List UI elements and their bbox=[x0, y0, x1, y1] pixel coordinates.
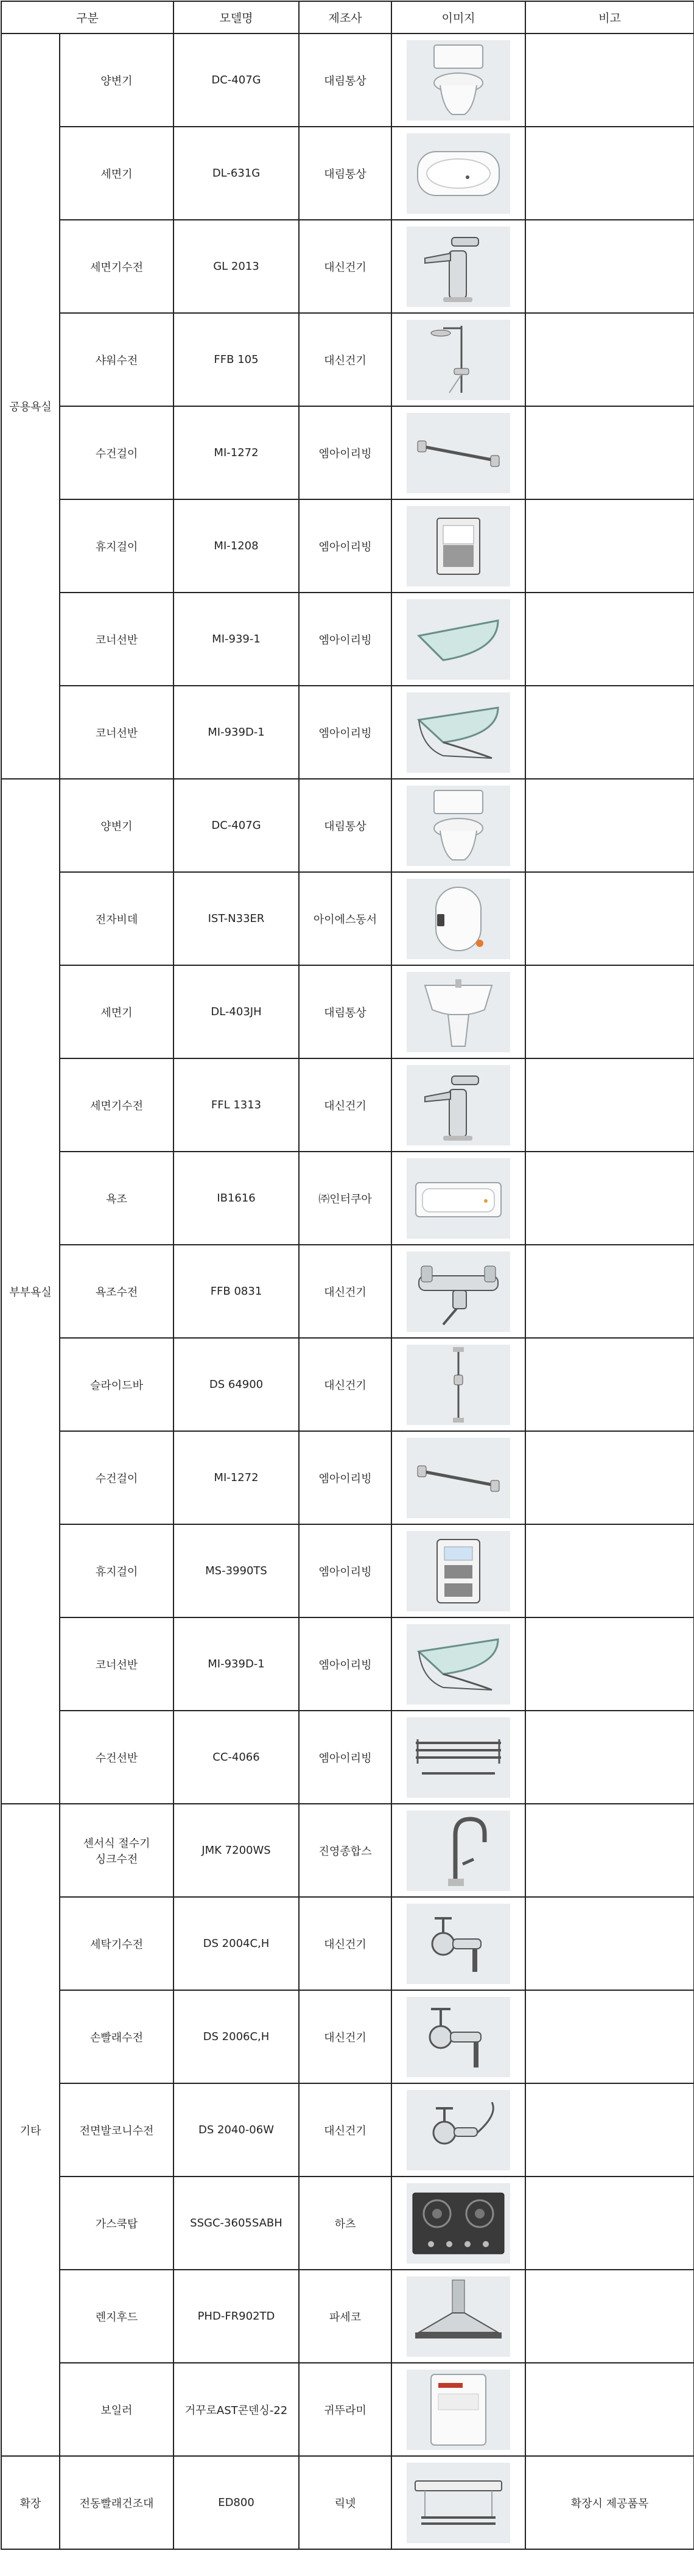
category-cell: 부부욕실 bbox=[1, 779, 60, 1804]
model-cell: DC-407G bbox=[174, 779, 299, 872]
bidet-icon bbox=[407, 879, 510, 959]
table-row bbox=[1, 2083, 694, 2177]
image-cell bbox=[391, 406, 525, 499]
image-cell bbox=[391, 1617, 525, 1711]
toilet-icon bbox=[407, 786, 510, 866]
table-row bbox=[1, 1897, 694, 1990]
category-cell: 기타 bbox=[1, 1804, 60, 2456]
note-cell bbox=[525, 686, 694, 779]
corner-shelf-icon bbox=[407, 599, 510, 680]
washbasin-icon bbox=[407, 133, 510, 214]
image-cell bbox=[391, 1897, 525, 1990]
model-cell: JMK 7200WS bbox=[174, 1804, 299, 1897]
image-cell bbox=[391, 313, 525, 406]
maker-cell: 대신건기 bbox=[299, 1897, 391, 1990]
image-cell bbox=[391, 779, 525, 872]
image-cell bbox=[391, 593, 525, 686]
item-name-cell: 욕조 bbox=[60, 1152, 174, 1245]
toilet-icon bbox=[407, 40, 510, 121]
maker-cell: 대림통상 bbox=[299, 127, 391, 220]
image-cell bbox=[391, 965, 525, 1058]
maker-cell: 대신건기 bbox=[299, 1990, 391, 2083]
item-name-cell: 가스쿡탑 bbox=[60, 2177, 174, 2270]
table-row bbox=[1, 593, 694, 686]
header-maker: 제조사 bbox=[299, 1, 391, 33]
item-name-cell: 보일러 bbox=[60, 2363, 174, 2456]
item-name-cell: 전동빨래건조대 bbox=[60, 2456, 174, 2549]
paper-holder-icon bbox=[407, 506, 510, 586]
note-cell bbox=[525, 1152, 694, 1245]
note-cell bbox=[525, 779, 694, 872]
model-cell: ED800 bbox=[174, 2456, 299, 2549]
model-cell: DC-407G bbox=[174, 33, 299, 127]
maker-cell: 대신건기 bbox=[299, 1058, 391, 1152]
maker-cell: 릭넷 bbox=[299, 2456, 391, 2549]
table-row bbox=[1, 2177, 694, 2270]
maker-cell: 엠아이리빙 bbox=[299, 1617, 391, 1711]
image-cell bbox=[391, 220, 525, 313]
maker-cell: 엠아이리빙 bbox=[299, 1431, 391, 1524]
note-cell bbox=[525, 406, 694, 499]
bath-faucet-icon bbox=[407, 1251, 510, 1332]
image-cell bbox=[391, 1245, 525, 1338]
maker-cell: 대림통상 bbox=[299, 779, 391, 872]
item-name-cell: 코너선반 bbox=[60, 686, 174, 779]
model-cell: MI-1272 bbox=[174, 406, 299, 499]
maker-cell: 엠아이리빙 bbox=[299, 593, 391, 686]
model-cell: DS 2040-06W bbox=[174, 2083, 299, 2177]
header-image: 이미지 bbox=[391, 1, 525, 33]
gas-cooktop-icon bbox=[407, 2183, 510, 2264]
towel-shelf-icon bbox=[407, 1717, 510, 1798]
model-cell: FFB 0831 bbox=[174, 1245, 299, 1338]
note-cell bbox=[525, 1524, 694, 1617]
item-name-cell: 슬라이드바 bbox=[60, 1338, 174, 1431]
maker-cell: 파세코 bbox=[299, 2270, 391, 2363]
note-cell bbox=[525, 2177, 694, 2270]
item-name-cell: 센서식 절수기 싱크수전 bbox=[60, 1804, 174, 1897]
table-row bbox=[1, 1152, 694, 1245]
header-note: 비고 bbox=[525, 1, 694, 33]
range-hood-icon bbox=[407, 2276, 510, 2357]
model-cell: GL 2013 bbox=[174, 220, 299, 313]
table-row bbox=[1, 1524, 694, 1617]
header-category: 구분 bbox=[1, 1, 174, 33]
table-row bbox=[1, 1338, 694, 1431]
note-cell bbox=[525, 499, 694, 593]
maker-cell: 엠아이리빙 bbox=[299, 1524, 391, 1617]
note-cell bbox=[525, 593, 694, 686]
towel-bar-icon bbox=[407, 1438, 510, 1518]
image-cell bbox=[391, 2363, 525, 2456]
model-cell: PHD-FR902TD bbox=[174, 2270, 299, 2363]
maker-cell: 엠아이리빙 bbox=[299, 499, 391, 593]
table-row bbox=[1, 220, 694, 313]
model-cell: DL-631G bbox=[174, 127, 299, 220]
bathtub-icon bbox=[407, 1158, 510, 1239]
table-row bbox=[1, 2363, 694, 2456]
item-name-cell: 세면기 bbox=[60, 965, 174, 1058]
maker-cell: 엠아이리빙 bbox=[299, 1711, 391, 1804]
note-cell bbox=[525, 1990, 694, 2083]
item-name-cell: 수건걸이 bbox=[60, 406, 174, 499]
maker-cell: 대신건기 bbox=[299, 1245, 391, 1338]
item-name-cell: 코너선반 bbox=[60, 593, 174, 686]
item-name-cell: 수건걸이 bbox=[60, 1431, 174, 1524]
washer-tap-icon bbox=[407, 1904, 510, 1984]
maker-cell: 대신건기 bbox=[299, 220, 391, 313]
item-name-cell: 손빨래수전 bbox=[60, 1990, 174, 2083]
table-row bbox=[1, 2270, 694, 2363]
table-row bbox=[1, 406, 694, 499]
image-cell bbox=[391, 1152, 525, 1245]
maker-cell: 대신건기 bbox=[299, 2083, 391, 2177]
note-cell bbox=[525, 1804, 694, 1897]
sink-faucet-icon bbox=[407, 1811, 510, 1891]
maker-cell: 대림통상 bbox=[299, 965, 391, 1058]
item-name-cell: 세면기수전 bbox=[60, 220, 174, 313]
image-cell bbox=[391, 1804, 525, 1897]
maker-cell: 진영종합스 bbox=[299, 1804, 391, 1897]
item-name-cell: 욕조수전 bbox=[60, 1245, 174, 1338]
model-cell: DL-403JH bbox=[174, 965, 299, 1058]
table-row bbox=[1, 1990, 694, 2083]
model-cell: IST-N33ER bbox=[174, 872, 299, 965]
maker-cell: 귀뚜라미 bbox=[299, 2363, 391, 2456]
model-cell: IB1616 bbox=[174, 1152, 299, 1245]
image-cell bbox=[391, 1524, 525, 1617]
item-name-cell: 세탁기수전 bbox=[60, 1897, 174, 1990]
note-cell bbox=[525, 1711, 694, 1804]
drying-rack-icon bbox=[407, 2463, 510, 2543]
image-cell bbox=[391, 33, 525, 127]
faucet-icon bbox=[407, 1065, 510, 1145]
item-name-cell: 휴지걸이 bbox=[60, 499, 174, 593]
pedestal-basin-icon bbox=[407, 972, 510, 1052]
model-cell: FFB 105 bbox=[174, 313, 299, 406]
item-name-cell: 전자비데 bbox=[60, 872, 174, 965]
item-name-cell: 세면기수전 bbox=[60, 1058, 174, 1152]
note-cell bbox=[525, 2083, 694, 2177]
model-cell: DS 2006C,H bbox=[174, 1990, 299, 2083]
maker-cell: ㈜인터쿠아 bbox=[299, 1152, 391, 1245]
table-row bbox=[1, 779, 694, 872]
category-cell: 확장 bbox=[1, 2456, 60, 2549]
shower-icon bbox=[407, 320, 510, 400]
model-cell: MI-1272 bbox=[174, 1431, 299, 1524]
table-row bbox=[1, 1711, 694, 1804]
table-row bbox=[1, 2456, 694, 2549]
model-cell: MI-939-1 bbox=[174, 593, 299, 686]
corner-shelf-double-icon bbox=[407, 1624, 510, 1705]
item-name-cell: 휴지걸이 bbox=[60, 1524, 174, 1617]
note-cell bbox=[525, 33, 694, 127]
header-row bbox=[1, 1, 694, 33]
model-cell: MI-939D-1 bbox=[174, 1617, 299, 1711]
model-cell: SSGC-3605SABH bbox=[174, 2177, 299, 2270]
table-row bbox=[1, 1058, 694, 1152]
model-cell: CC-4066 bbox=[174, 1711, 299, 1804]
image-cell bbox=[391, 499, 525, 593]
category-cell: 공용욕실 bbox=[1, 33, 60, 779]
note-cell bbox=[525, 220, 694, 313]
table-row bbox=[1, 965, 694, 1058]
model-cell: FFL 1313 bbox=[174, 1058, 299, 1152]
fixture-spec-table bbox=[1, 1, 694, 2550]
note-cell: 확장시 제공품목 bbox=[525, 2456, 694, 2549]
note-cell bbox=[525, 127, 694, 220]
balcony-tap-icon bbox=[407, 2090, 510, 2170]
image-cell bbox=[391, 872, 525, 965]
maker-cell: 대신건기 bbox=[299, 1338, 391, 1431]
note-cell bbox=[525, 1431, 694, 1524]
model-cell: 거꾸로AST콘덴싱-22 bbox=[174, 2363, 299, 2456]
maker-cell: 대림통상 bbox=[299, 33, 391, 127]
item-name-cell: 렌지후드 bbox=[60, 2270, 174, 2363]
table-body bbox=[1, 33, 694, 2549]
table-row bbox=[1, 313, 694, 406]
image-cell bbox=[391, 1431, 525, 1524]
model-cell: MS-3990TS bbox=[174, 1524, 299, 1617]
image-cell bbox=[391, 686, 525, 779]
item-name-cell: 세면기 bbox=[60, 127, 174, 220]
image-cell bbox=[391, 2083, 525, 2177]
item-name-cell: 양변기 bbox=[60, 33, 174, 127]
paper-holder-double-icon bbox=[407, 1531, 510, 1611]
table-row bbox=[1, 1804, 694, 1897]
table-row bbox=[1, 33, 694, 127]
item-name-cell: 전면발코니수전 bbox=[60, 2083, 174, 2177]
maker-cell: 아이에스동서 bbox=[299, 872, 391, 965]
table-row bbox=[1, 1245, 694, 1338]
table-row bbox=[1, 127, 694, 220]
item-name-cell: 양변기 bbox=[60, 779, 174, 872]
towel-bar-icon bbox=[407, 413, 510, 493]
image-cell bbox=[391, 127, 525, 220]
image-cell bbox=[391, 2270, 525, 2363]
image-cell bbox=[391, 1338, 525, 1431]
image-cell bbox=[391, 2177, 525, 2270]
note-cell bbox=[525, 1338, 694, 1431]
note-cell bbox=[525, 2270, 694, 2363]
note-cell bbox=[525, 313, 694, 406]
maker-cell: 하츠 bbox=[299, 2177, 391, 2270]
note-cell bbox=[525, 1617, 694, 1711]
model-cell: MI-1208 bbox=[174, 499, 299, 593]
table-row bbox=[1, 1431, 694, 1524]
note-cell bbox=[525, 2363, 694, 2456]
model-cell: MI-939D-1 bbox=[174, 686, 299, 779]
image-cell bbox=[391, 1711, 525, 1804]
model-cell: DS 2004C,H bbox=[174, 1897, 299, 1990]
table-row bbox=[1, 1617, 694, 1711]
note-cell bbox=[525, 965, 694, 1058]
header-model: 모델명 bbox=[174, 1, 299, 33]
maker-cell: 대신건기 bbox=[299, 313, 391, 406]
hand-wash-tap-icon bbox=[407, 1997, 510, 2077]
boiler-icon bbox=[407, 2370, 510, 2450]
corner-shelf-double-icon bbox=[407, 692, 510, 773]
note-cell bbox=[525, 1058, 694, 1152]
table-row bbox=[1, 499, 694, 593]
item-name-cell: 코너선반 bbox=[60, 1617, 174, 1711]
table-row bbox=[1, 872, 694, 965]
maker-cell: 엠아이리빙 bbox=[299, 686, 391, 779]
note-cell bbox=[525, 1897, 694, 1990]
model-cell: DS 64900 bbox=[174, 1338, 299, 1431]
faucet-icon bbox=[407, 227, 510, 307]
item-name-cell: 수건선반 bbox=[60, 1711, 174, 1804]
image-cell bbox=[391, 1058, 525, 1152]
item-name-cell: 샤워수전 bbox=[60, 313, 174, 406]
table-row bbox=[1, 686, 694, 779]
note-cell bbox=[525, 872, 694, 965]
maker-cell: 엠아이리빙 bbox=[299, 406, 391, 499]
slide-bar-icon bbox=[407, 1345, 510, 1425]
note-cell bbox=[525, 1245, 694, 1338]
image-cell bbox=[391, 2456, 525, 2549]
image-cell bbox=[391, 1990, 525, 2083]
